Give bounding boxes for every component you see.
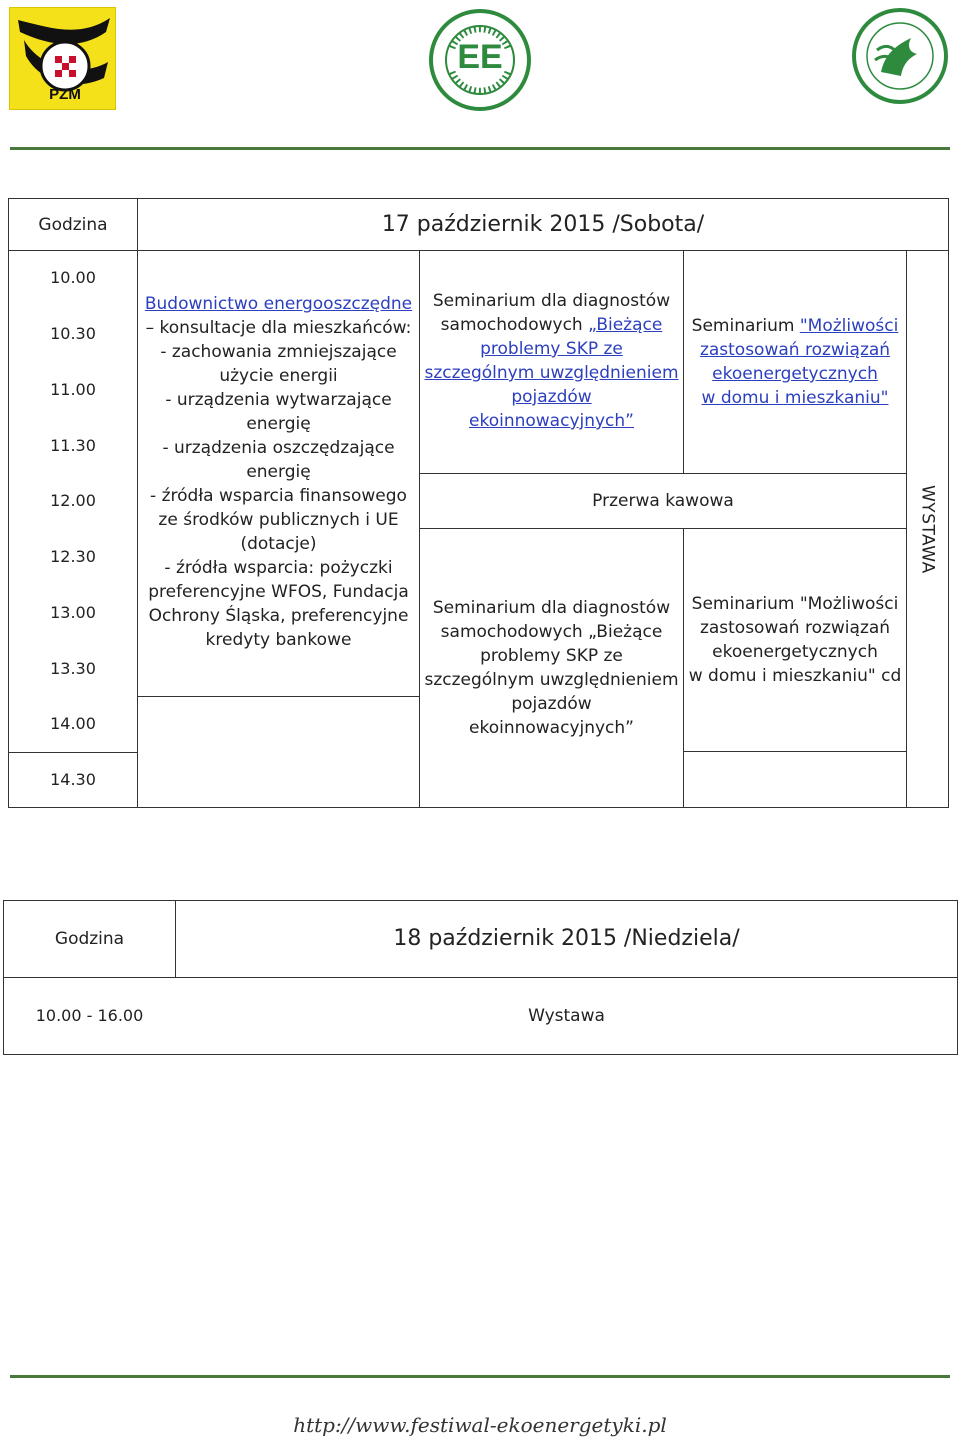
session-line: ekoenergetycznych (712, 642, 878, 662)
session-line: szczególnym uwzględnieniem (424, 670, 679, 690)
footer-url-link[interactable]: http://www.festiwal-ekoenergetyki.pl (293, 1413, 667, 1437)
session-line: - urządzenia wytwarzające (165, 390, 392, 410)
session-line: Seminarium "Możliwości (691, 594, 899, 614)
session-line: - źródła wsparcia finansowego (150, 486, 407, 506)
session-line: Ochrony Śląska, preferencyjne (148, 606, 409, 626)
session-title-link[interactable]: „Bieżące (588, 315, 663, 335)
session-title-link[interactable]: w domu i mieszkaniu" (701, 388, 889, 408)
foundation-logo (851, 6, 949, 106)
session-line: - urządzenia oszczędzające (162, 438, 395, 458)
day2-date-title: 18 październik 2015 /Niedziela/ (393, 926, 740, 951)
session-line: pojazdów (511, 694, 592, 714)
session-title-link[interactable]: pojazdów (511, 387, 592, 407)
session-line: kredyty bankowe (205, 630, 352, 650)
session-line: Seminarium (691, 316, 800, 336)
session-line: Seminarium dla diagnostów (432, 598, 671, 618)
session-line: - źródła wsparcia: pożyczki (164, 558, 393, 578)
pzm-logo-text: PZM (49, 86, 81, 103)
session-line: w domu i mieszkaniu" cd (688, 666, 902, 686)
top-divider (10, 147, 950, 150)
day1-date-title: 17 październik 2015 /Sobota/ (381, 211, 705, 237)
time-slot: 11.30 (50, 436, 96, 455)
session-title-link[interactable]: "Możliwości (799, 316, 899, 336)
session-line: - zachowania zmniejszające (160, 342, 397, 362)
session-title-link[interactable]: ekoinnowacyjnych” (469, 411, 634, 431)
session-line: ekoinnowacyjnych” (469, 718, 634, 738)
time-slot: 13.30 (50, 659, 96, 678)
session-line: energię (246, 414, 311, 434)
day2-header-label: Godzina (54, 929, 125, 949)
time-slot: 12.30 (50, 547, 96, 566)
session-line: Seminarium dla diagnostów (432, 291, 671, 311)
day2-time: 10.00 - 16.00 (35, 1006, 144, 1025)
session-line: – konsultacje dla mieszkańców: (145, 318, 412, 338)
session-title-link[interactable]: szczególnym uwzględnieniem (424, 363, 679, 383)
session-line: problemy SKP ze (480, 646, 623, 666)
session-title-link[interactable]: zastosowań rozwiązań (699, 340, 891, 360)
session-energy-efficient-building (138, 292, 419, 652)
session-line: samochodowych (440, 315, 589, 335)
session-skp-diagnosticians (420, 289, 683, 433)
phoenix-icon (851, 6, 949, 106)
session-line: użycie energii (219, 366, 338, 386)
time-slot: 14.00 (50, 714, 96, 733)
session-line: preferencyjne WFOS, Fundacja (148, 582, 409, 602)
day2-event: Wystawa (528, 1006, 605, 1026)
coffee-break: Przerwa kawowa (592, 491, 734, 511)
session-title-link[interactable]: Budownictwo energooszczędne (144, 294, 413, 314)
session-line: ze środków publicznych i UE (158, 510, 399, 530)
time-slot: 13.00 (50, 603, 96, 622)
session-title-link[interactable]: ekoenergetycznych (712, 364, 878, 384)
time-slot: 12.00 (50, 491, 96, 510)
time-slot: 11.00 (50, 380, 96, 399)
session-line: (dotacje) (240, 534, 317, 554)
bottom-divider (10, 1375, 950, 1378)
session-line: zastosowań rozwiązań (699, 618, 891, 638)
time-slot: 14.30 (50, 770, 96, 789)
session-energy-solutions (684, 314, 906, 410)
time-slot: 10.00 (50, 268, 96, 287)
session-line: samochodowych „Bieżące (440, 622, 663, 642)
session-title-link[interactable]: problemy SKP ze (480, 339, 623, 359)
session-energy-solutions-continued (684, 592, 906, 688)
pzm-logo (9, 7, 116, 110)
festival-logo-initials: EE (457, 38, 503, 76)
session-skp-diagnosticians-continued (420, 596, 683, 740)
exhibition-side-label: WYSTAWA (917, 484, 938, 574)
day1-header-label: Godzina (38, 214, 108, 235)
festival-logo (428, 8, 532, 112)
session-line: energię (246, 462, 311, 482)
time-slot: 10.30 (50, 324, 96, 343)
